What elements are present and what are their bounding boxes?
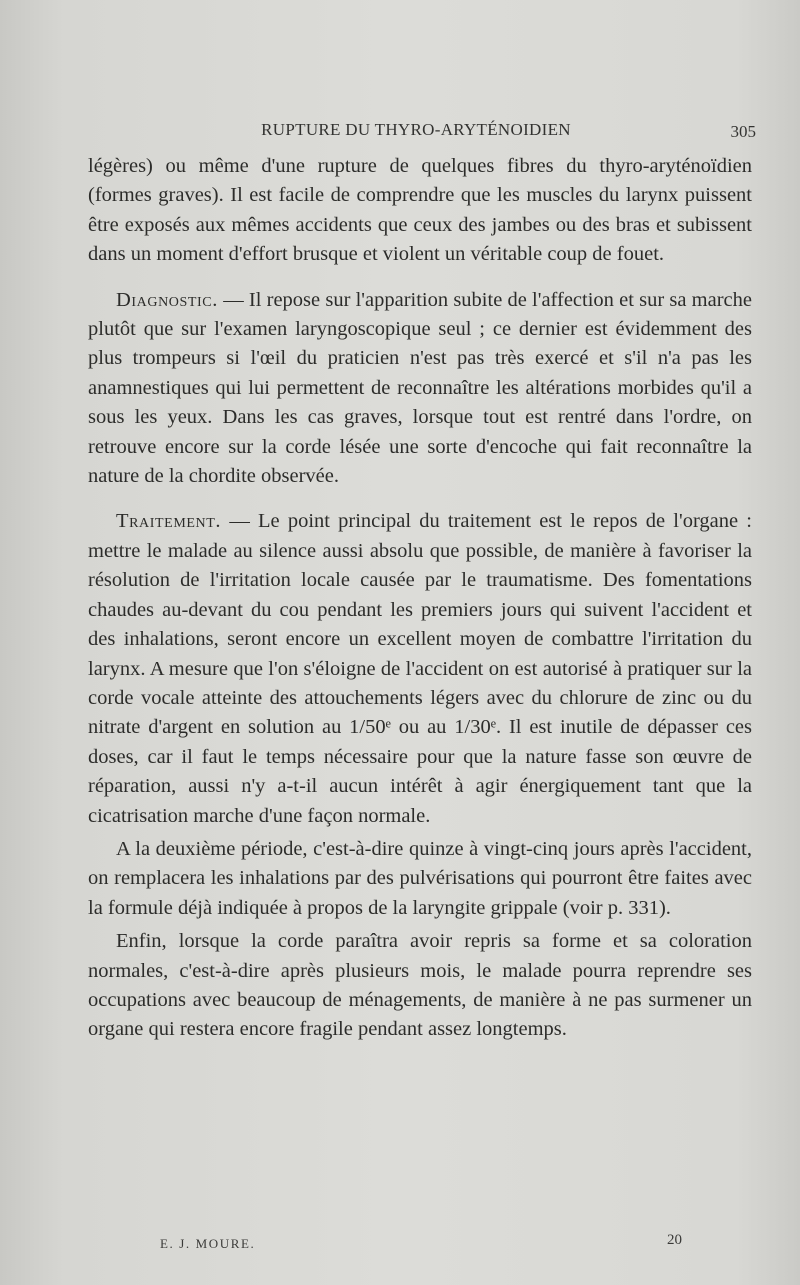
paragraph-deuxieme-periode: [88, 835, 752, 923]
paragraph-continuation: [88, 152, 752, 270]
paragraph-text: — Le point principal du traitement est le repos de l'organe : mettre le malade au silence aussi absolu que possible, de manière à favoriser la résolution de l'irritation locale causée par le traumatisme. Des fomentations chaudes au-devant du cou pendant les premiers jours qui suivent l'accident et des inhalations, seront encore un excellent moyen de combattre l'irritation du larynx. A mesure que l'on s'éloigne de l'accident on est autorisé à pratiquer sur la corde vocale atteinte des attouchements légers avec du chlorure de zinc ou du nitrate d'argent en solution au 1/50ᵉ ou au 1/30ᵉ. Il est inutile de dépasser ces doses, car il faut le temps nécessaire pour que la nature fasse son œuvre de réparation, aussi n'y a-t-il aucun intérêt à agir énergiquement tant que la cicatrisation marche d'une façon normale.: [88, 510, 752, 827]
paragraph-text: — Il repose sur l'apparition subite de l'affection et sur sa marche plutôt que sur l'examen laryngoscopique seul ; ce dernier est évidemment des plus trompeurs si l'œil du praticien n'est pas très exercé et s'il n'a pas les anamnestiques qui lui permettent de reconnaître les altérations morbides qu'il a sous les yeux. Dans les cas graves, lorsque tout est rentré dans l'ordre, on retrouve encore sur la corde lésée une sorte d'encoche qui fait reconnaître la nature de la chordite observée.: [88, 288, 752, 488]
paragraph-enfin: [88, 927, 752, 1045]
page-number: 305: [730, 122, 756, 141]
body-text: [88, 152, 752, 1045]
printer-signature: E. J. MOURE.: [160, 1236, 256, 1251]
page-footer: [88, 1232, 752, 1256]
paragraph-traitement: [88, 507, 752, 830]
sheet-number: 20: [667, 1232, 682, 1248]
paragraph-text: A la deuxième période, c'est-à-dire quinze à vingt-cinq jours après l'accident, on remplacera les inhalations par des pulvérisations qui pourront être faites avec la formule déjà indiquée à propos de la laryngite grippale (voir p. 331).: [88, 837, 752, 919]
paragraph-text: légères) ou même d'une rupture de quelques fibres du thyro-aryténoïdien (formes graves). Il est facile de comprendre que les muscles du larynx puissent être exposés aux mêmes accidents que ceux des jambes ou des bras et subissent dans un moment d'effort brusque et violent un véritable coup de fouet.: [88, 155, 752, 266]
paragraph-diagnostic: [88, 286, 752, 492]
running-header: [88, 120, 756, 148]
section-heading-diagnostic: Diagnostic.: [116, 288, 218, 311]
paragraph-text: Enfin, lorsque la corde paraîtra avoir repris sa forme et sa coloration normales, c'est-à-dire après plusieurs mois, le malade pourra reprendre ses occupations avec beaucoup de ménagements, de manière à ne pas surmener un organe qui restera encore fragile pendant assez longtemps.: [88, 930, 752, 1041]
section-heading-traitement: Traitement.: [116, 510, 222, 533]
running-title: RUPTURE DU THYRO-ARYTÉNOIDIEN: [261, 120, 571, 139]
